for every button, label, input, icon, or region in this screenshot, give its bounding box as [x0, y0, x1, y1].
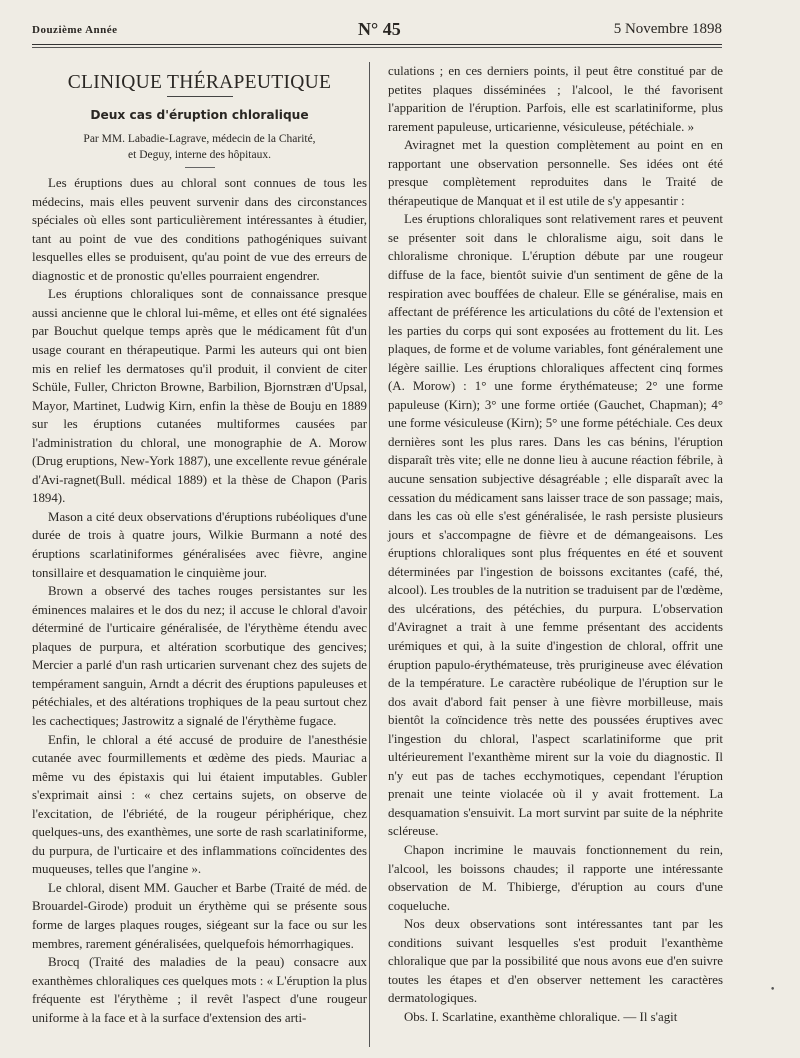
header-rule-thin [32, 47, 722, 48]
paragraph: Enfin, le chloral a été accusé de produire de l'anesthésie cutanée avec fourmillements et œdème des pieds. Mauriac a même vu des épistaxis qui lui étaient imputables. Gubler s'exprimait ainsi : « chez certains sujets, on observe de l'excitation, de l'ébriété, de la rougeur périphérique, chez quelques-uns, des exanthèmes, une sorte de rash scarlatiniforme, du purpura, de l'urticaire et des inflammations coïncidentes des muqueuses, telles que l'angine ». [32, 732, 367, 877]
paragraph: Brown a observé des taches rouges persistantes sur les éminences malaires et le dos du nez; il accuse le chloral d'avoir déterminé de l'urticaire généralisée, de l'érythème étendu avec plaques de purpura, et altération scorbutique des gencives; Mercier a parlé d'un rash urticarien survenant chez des sujets de tempérament sanguin, Arndt a décrit des éruptions papuleuses et pétéchiales, et des altérations trophiques de la peau surtout chez les cachectiques; Jastrowitz a signalé de l'érythème fugace. [32, 584, 367, 728]
section-title-rule [167, 96, 233, 97]
header-date: 5 Novembre 1898 [613, 21, 722, 37]
paragraph: Nos deux observations sont intéressantes tant par les conditions suivant lesquelles s'est produit l'exanthème chloralique que par la possibilité que nous avons eue d'en suivre toutes les étapes et d'en observer nettement les caractères dermatologiques. [388, 917, 723, 1006]
paragraph: Le chloral, disent MM. Gaucher et Barbe (Traité de méd. de Brouardel-Girode) produit un érythème qui se présente sous forme de larges plaques rouges, siégeant sur la face ou sur les membres, rarement généralisées, quelquefois hémorrhagiques. [32, 880, 367, 951]
paragraph: Aviragnet met la question complètement au point en en rapportant une observation personnelle. Ses idées ont été presque complètement reproduites dans le Traité de thérapeutique de Manquat et il est utile de s'y appesantir : [388, 138, 723, 208]
byline-rule [185, 167, 215, 168]
header-issue-number: N° 45 [358, 19, 401, 39]
paragraph-continued: culations ; en ces derniers points, il peut être constitué par de petites plaques disséminées ; l'alcool, le thé favorisent l'apparition de l'éruption. Parfois, elle est scarlatiniforme, plus rarement papuleuse, urticarienne, vésiculeuse, pétéchiale. » [388, 64, 723, 134]
paragraph: Brocq (Traité des maladies de la peau) consacre aux exanthèmes chloraliques ces quelques mots : « L'éruption la plus fréquente est l'érythème ; il revêt l'aspect d'une rougeur uniforme à la face et à la surface d'extension des arti- [32, 955, 367, 1025]
paragraph: Les éruptions dues au chloral sont connues de tous les médecins, mais elles peuvent survenir dans des circonstances spéciales où elles sont particulièrement intéressantes à étudier, tant au point de vue des conditions pathogéniques suivant lesquelles elles se produisent, qu'au point de vue des erreurs de diagnostic et de pronostic qu'elles pourraient engendrer. [32, 176, 367, 283]
paragraph: Les éruptions chloraliques sont relativement rares et peuvent se présenter soit dans le chloralisme aigu, soit dans le chloralisme chronique. L'éruption débute par une rougeur diffuse de la face, bientôt suivie d'un sentiment de gêne de la respiration avec bouffées de chaleur. Elle se généralise, mais en affectant de préférence les articulations du côté de l'extension et les parties du corps qui sont exposées au frottement du lit. Les plaques, de forme et de volume variables, font généralement une légère saillie. Les éruptions chloraliques affectent cinq formes (A. Morow) : 1° une forme érythémateuse; 2° une forme papuleuse (Kirn); 3° une forme ortiée (Gauchet, Chapman); 4° une forme vésiculeuse (Kirn); 5° une forme pétéchiale. Ces deux dernières sont les plus rares. Dans les cas bénins, l'éruption disparaît très vite; elle ne donne lieu à aucune réaction fébrile, à aucune sensation subjective désagréable ; elle disparaît avec la cessation du médicament sans laisser trace de son passage; mais, dans les cas où elle s'est généralisée, le rash persiste plusieurs jours et s'accompagne de fièvre et de démangeaisons. Les éruptions chloraliques sont plus fréquentes en été et souvent déterminées par l'ingestion de boissons excitantes (café, thé, alcool). Les troubles de la nutrition se traduisent par de l'œdème, des ulcérations, des pétéchies, du purpura. L'observation d'Aviragnet a trait à une femme présentant des accidents urémiques et qui, à la suite d'ingestion de chloral, offrit une éruption papulo-érythémateuse, très prurigineuse avec élévation de la température. Le caractère rubéolique de l'éruption sur le dos avait d'abord fait penser à une fièvre morbilleuse, mais bientôt la coïncidence très nette des poussées éruptives avec l'ingestion du chloral, l'aspect scarlatiniforme que prit ultérieurement l'exanthème mirent sur la voie du diagnostic. Il n'y eut pas de taches ecchymotiques, cependant l'éruption prenait une teinte violacée où il y avait frottement. La desquamation s'ensuivit. La mort survint par suite de la néphrite scléreuse. [388, 212, 723, 839]
byline [32, 131, 367, 163]
byline-line-1: Par MM. Labadie-Lagrave, médecin de la Charité, [83, 133, 316, 146]
paragraph: Les éruptions chloraliques sont de connaissance presque aussi ancienne que le chloral lui-même, et elles ont été signalées par Bouchut quelque temps après que le médicament fût d'un usage courant en thérapeutique. Parmi les auteurs qui ont bien mis en relief les dermatoses qu'il produit, il convient de citer Schüle, Fuller, Chricton Browne, Barbilion, Bjornstræn d'Upsal, Mayor, Martinet, Ludwig Kirn, enfin la thèse de Bouju en 1889 sur les éruptions cutanées multiformes causées par l'administration du chloral, une monographie de A. Morow (Drug eruptions, New-York 1887), une excellente revue générale d'Avi-ragnet(Bull. médical 1889) et la thèse de Chapon (Paris 1894). [32, 287, 367, 506]
header-rule-thick [32, 44, 722, 45]
page-header [32, 18, 722, 44]
paragraph: Mason a cité deux observations d'éruptions rubéoliques d'une durée de trois à quatre jours, Wilkie Burmann a noté des éruptions scarlatiniformes généralisées avec fièvre, angine tonsillaire et desquamation le cinquième jour. [32, 509, 367, 580]
header-year: Douzième Année [32, 24, 118, 36]
byline-line-2: et Deguy, interne des hôpitaux. [128, 149, 271, 162]
left-column [32, 62, 367, 1027]
article-title: Deux cas d'éruption chloralique [90, 107, 309, 122]
paragraph: Obs. I. Scarlatine, exanthème chloralique. — Il s'agit [404, 1009, 678, 1024]
section-title: CLINIQUE THÉRAPEUTIQUE [67, 72, 332, 93]
margin-mark: • [770, 985, 776, 995]
paragraph: Chapon incrimine le mauvais fonctionnement du rein, l'alcool, les boissons chaudes; il rapporte une intéressante observation de M. Thibierge, d'éruption au cours d'une coqueluche. [388, 842, 723, 913]
right-column [388, 62, 723, 1026]
column-divider [369, 62, 370, 1047]
